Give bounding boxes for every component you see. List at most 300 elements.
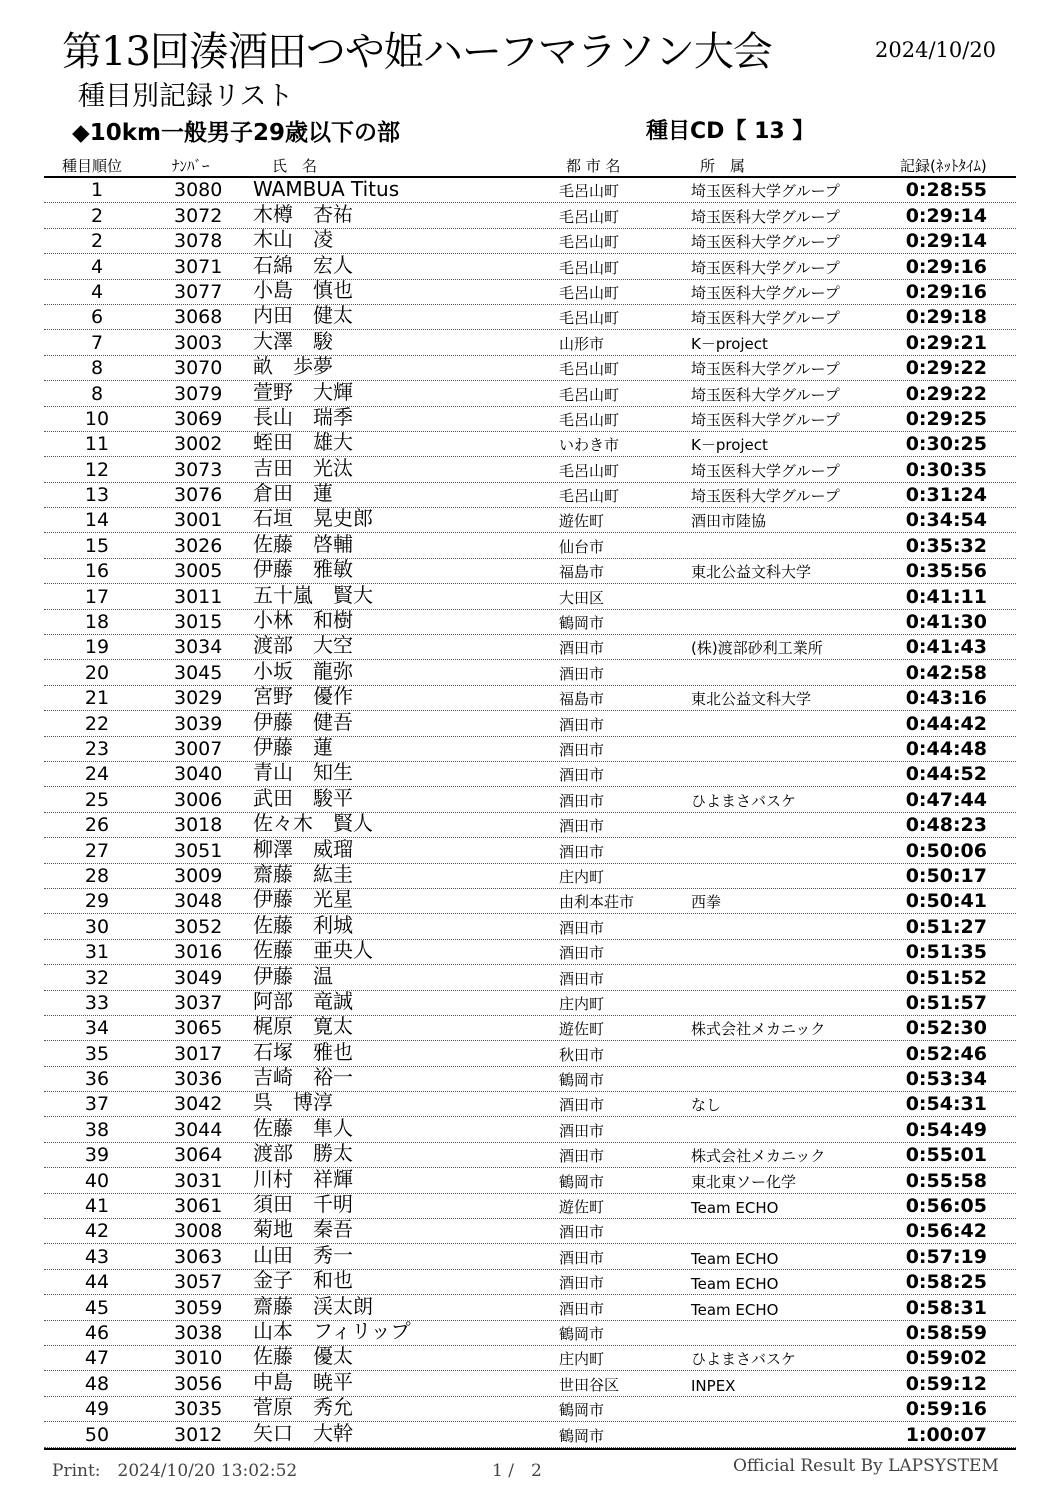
result-bib: 3059 [174,1296,223,1319]
table-row [44,940,1016,965]
result-bib: 3040 [174,763,223,786]
result-time: 0:35:32 [905,534,987,557]
result-affiliation: (株)渡部砂利工業所 [691,639,823,658]
result-time: 0:50:06 [905,839,987,862]
result-bib: 3079 [174,382,223,405]
result-time: 0:48:23 [905,814,987,837]
result-name: 山田 秀一 [253,1242,353,1267]
result-rank: 18 [84,611,110,634]
result-name: 佐藤 啓輔 [253,531,353,556]
result-rank: 32 [84,966,110,989]
table-row [44,1194,1016,1219]
result-name: 渡部 大空 [253,633,353,658]
result-city: 酒田市 [559,740,605,759]
table-row [44,660,1016,685]
result-rank: 41 [84,1195,110,1218]
result-name: 阿部 竜誠 [253,988,353,1013]
result-name: 宮野 優作 [253,684,353,709]
result-name: 石綿 宏人 [253,252,353,277]
result-bib: 3061 [174,1195,223,1218]
result-name: 梶原 寛太 [253,1014,353,1039]
table-row [44,1041,1016,1066]
result-affiliation: Team ECHO [691,1300,779,1319]
result-name: 畝 歩夢 [253,354,333,379]
result-bib: 3008 [174,1220,223,1243]
result-name: 倉田 蓮 [253,481,333,506]
result-name: 小林 和樹 [253,608,353,633]
result-rank: 21 [84,687,110,710]
result-name: 石塚 雅也 [253,1039,353,1064]
result-bib: 3077 [174,280,223,303]
result-time: 0:51:27 [905,915,987,938]
result-time: 0:51:35 [905,941,987,964]
result-time: 0:54:49 [905,1118,987,1141]
result-bib: 3071 [174,255,223,278]
table-row [44,1397,1016,1422]
table-row [44,1295,1016,1320]
table-row [44,1117,1016,1142]
result-city: 遊佐町 [559,1198,605,1217]
result-city: 酒田市 [559,1223,605,1242]
result-name: 菊地 秦吾 [253,1217,353,1242]
result-rank: 6 [90,306,104,329]
result-rank: 4 [90,280,104,303]
result-bib: 3011 [174,585,223,608]
result-bib: 3042 [174,1093,223,1116]
result-affiliation: ひよまさバスケ [691,1350,797,1369]
result-time: 0:44:42 [905,712,987,735]
result-bib: 3016 [174,941,223,964]
result-affiliation: 埼玉医科大学グループ [691,385,840,404]
result-rank: 28 [84,864,110,887]
result-affiliation: ひよまさバスケ [691,791,797,810]
result-rank: 14 [84,509,110,532]
result-city: いわき市 [559,436,620,455]
result-rank: 26 [84,814,110,837]
result-name: 佐藤 利城 [253,912,353,937]
result-time: 0:35:56 [905,560,987,583]
result-name: 長山 瑞季 [253,404,353,429]
result-bib: 3012 [174,1423,223,1446]
result-name: 川村 祥輝 [253,1166,353,1191]
table-row [44,381,1016,406]
result-bib: 3029 [174,687,223,710]
result-time: 0:52:46 [905,1042,987,1065]
table-row [44,483,1016,508]
result-city: 毛呂山町 [559,182,620,201]
result-rank: 50 [84,1423,110,1446]
result-time: 0:31:24 [905,484,987,507]
result-name: 柳澤 威瑠 [253,836,353,861]
credit-text: Official Result By LAPSYSTEM [733,1456,999,1476]
result-bib: 3007 [174,737,223,760]
print-timestamp: Print: 2024/10/20 13:02:52 [52,1461,298,1481]
result-name: 齋藤 紘圭 [253,861,353,886]
result-affiliation: 埼玉医科大学グループ [691,487,840,506]
result-affiliation: 埼玉医科大学グループ [691,461,840,480]
result-time: 0:30:35 [905,458,987,481]
result-bib: 3064 [174,1144,223,1167]
result-time: 0:54:31 [905,1093,987,1116]
result-city: 庄内町 [559,994,605,1013]
result-bib: 3005 [174,560,223,583]
result-city: 世田谷区 [559,1375,620,1394]
result-rank: 38 [84,1118,110,1141]
result-city: 酒田市 [559,715,605,734]
result-name: 萱野 大輝 [253,379,353,404]
result-name: 齋藤 渓太朗 [253,1293,373,1318]
table-row [44,1346,1016,1371]
result-bib: 3017 [174,1042,223,1065]
table-row [44,508,1016,533]
result-city: 鶴岡市 [559,1172,605,1191]
result-name: 須田 千明 [253,1192,353,1217]
result-rank: 37 [84,1093,110,1116]
result-name: 菅原 秀允 [253,1395,353,1420]
result-rank: 1 [90,179,104,202]
result-affiliation: 埼玉医科大学グループ [691,233,840,252]
result-affiliation: Team ECHO [691,1249,779,1268]
result-rank: 45 [84,1296,110,1319]
result-city: 酒田市 [559,817,605,836]
table-row [44,1168,1016,1193]
table-row [44,838,1016,863]
column-header-city: 都 市 名 [566,157,621,175]
table-row [44,584,1016,609]
result-affiliation: 東北公益文科大学 [691,563,812,582]
table-row [44,432,1016,457]
result-rank: 24 [84,763,110,786]
result-bib: 3057 [174,1271,223,1294]
result-city: 酒田市 [559,639,605,658]
result-bib: 3009 [174,864,223,887]
result-name: 吉田 光汰 [253,455,353,480]
result-bib: 3001 [174,509,223,532]
column-header-bib: ﾅﾝﾊﾞｰ [172,157,210,175]
result-rank: 36 [84,1068,110,1091]
result-affiliation: 東北東ソー化学 [691,1172,797,1191]
result-city: 庄内町 [559,1350,605,1369]
result-affiliation: 埼玉医科大学グループ [691,182,840,201]
result-rank: 7 [90,331,104,354]
result-time: 0:58:25 [905,1271,987,1294]
result-city: 鶴岡市 [559,1426,605,1445]
table-row [44,559,1016,584]
result-bib: 3038 [174,1321,223,1344]
result-time: 0:50:41 [905,890,987,913]
result-city: 酒田市 [559,766,605,785]
column-header-time: 記録(ﾈｯﾄﾀｲﾑ) [900,157,987,175]
table-row [44,813,1016,838]
result-name: 蛭田 雄大 [253,430,353,455]
result-bib: 3010 [174,1347,223,1370]
result-bib: 3069 [174,407,223,430]
table-row [44,686,1016,711]
table-row [44,277,1016,305]
result-bib: 3015 [174,611,223,634]
result-rank: 10 [84,407,110,430]
result-rank: 22 [84,712,110,735]
result-bib: 3045 [174,661,223,684]
table-row [44,1318,1016,1346]
table-row [44,1143,1016,1168]
result-affiliation: 酒田市陸協 [691,512,767,531]
result-bib: 3070 [174,357,223,380]
result-rank: 4 [90,255,104,278]
result-affiliation: 西拳 [691,893,722,912]
result-rank: 40 [84,1169,110,1192]
result-rank: 29 [84,890,110,913]
result-time: 0:58:59 [905,1321,987,1344]
result-affiliation: 株式会社メカニック [691,1147,826,1166]
result-affiliation: 東北公益文科大学 [691,690,812,709]
result-city: 福島市 [559,690,605,709]
result-bib: 3048 [174,890,223,913]
result-name: 佐藤 優太 [253,1344,353,1369]
result-city: 酒田市 [559,969,605,988]
table-row [44,178,1016,203]
result-name: 佐藤 隼人 [253,1115,353,1140]
table-row [44,1067,1016,1092]
result-rank: 19 [84,636,110,659]
result-city: 山形市 [559,334,605,353]
result-city: 毛呂山町 [559,487,620,506]
result-rank: 43 [84,1245,110,1268]
result-rank: 31 [84,941,110,964]
table-row [44,1016,1016,1041]
result-affiliation: なし [691,1096,722,1115]
result-city: 酒田市 [559,1121,605,1140]
result-bib: 3076 [174,484,223,507]
result-name: 青山 知生 [253,760,353,785]
result-city: 毛呂山町 [559,385,620,404]
result-name: 吉崎 裕一 [253,1065,353,1090]
result-time: 0:29:22 [905,357,987,380]
result-time: 0:57:19 [905,1245,987,1268]
result-bib: 3003 [174,331,223,354]
result-rank: 47 [84,1347,110,1370]
result-bib: 3080 [174,179,223,202]
result-bib: 3039 [174,712,223,735]
result-name: 佐藤 亜央人 [253,938,373,963]
result-time: 0:56:05 [905,1195,987,1218]
table-row [44,229,1016,254]
result-affiliation: 埼玉医科大学グループ [691,258,840,277]
result-affiliation: INPEX [691,1376,736,1395]
result-bib: 3006 [174,788,223,811]
result-city: 大田区 [559,588,605,607]
result-time: 0:51:57 [905,991,987,1014]
result-rank: 39 [84,1144,110,1167]
result-rank: 17 [84,585,110,608]
result-name: 小坂 龍弥 [253,658,353,683]
result-rank: 27 [84,839,110,862]
result-city: 福島市 [559,563,605,582]
table-row [44,1092,1016,1117]
result-city: 毛呂山町 [559,207,620,226]
result-bib: 3018 [174,814,223,837]
result-time: 1:00:07 [905,1423,987,1446]
result-city: 鶴岡市 [559,614,605,633]
result-name: 渡部 勝太 [253,1141,353,1166]
table-row [44,533,1016,558]
result-rank: 30 [84,915,110,938]
result-name: 伊藤 雅敏 [253,557,353,582]
result-city: 庄内町 [559,867,605,886]
result-name: 伊藤 光星 [253,887,353,912]
result-bib: 3073 [174,458,223,481]
result-bib: 3072 [174,204,223,227]
result-rank: 46 [84,1321,110,1344]
table-row [44,457,1016,482]
table-row [44,861,1016,889]
result-city: 毛呂山町 [559,258,620,277]
result-rank: 23 [84,737,110,760]
result-bib: 3051 [174,839,223,862]
table-row [44,914,1016,939]
result-city: 遊佐町 [559,512,605,531]
result-city: 毛呂山町 [559,360,620,379]
result-bib: 3049 [174,966,223,989]
result-affiliation: Team ECHO [691,1275,779,1294]
result-rank: 20 [84,661,110,684]
table-row [44,762,1016,787]
result-time: 0:53:34 [905,1068,987,1091]
result-affiliation: 埼玉医科大学グループ [691,410,840,429]
result-name: 五十嵐 賢大 [253,582,373,607]
result-city: 酒田市 [559,1147,605,1166]
result-city: 毛呂山町 [559,233,620,252]
table-row [44,965,1016,990]
result-rank: 11 [84,433,110,456]
result-time: 0:34:54 [905,509,987,532]
result-city: 毛呂山町 [559,410,620,429]
table-row [44,988,1016,1016]
result-rank: 49 [84,1398,110,1421]
result-rank: 44 [84,1271,110,1294]
result-time: 0:29:25 [905,407,987,430]
result-affiliation: 埼玉医科大学グループ [691,309,840,328]
result-time: 0:29:22 [905,382,987,405]
result-affiliation: Team ECHO [691,1199,779,1218]
result-time: 0:29:14 [905,230,987,253]
result-time: 0:50:17 [905,864,987,887]
result-time: 0:41:43 [905,636,987,659]
result-city: 鶴岡市 [559,1324,605,1343]
result-city: 仙台市 [559,537,605,556]
result-bib: 3063 [174,1245,223,1268]
table-row [44,635,1016,660]
table-row [44,203,1016,228]
result-name: 山本 フィリップ [253,1318,411,1343]
result-time: 0:51:52 [905,966,987,989]
table-row [44,1219,1016,1244]
result-affiliation: 株式会社メカニック [691,1020,826,1039]
result-city: 酒田市 [559,1299,605,1318]
table-row [44,1422,1016,1447]
result-bib: 3078 [174,230,223,253]
result-time: 0:58:31 [905,1296,987,1319]
result-rank: 34 [84,1017,110,1040]
document-subtitle: 種目別記録リスト [78,81,294,112]
result-time: 0:44:48 [905,737,987,760]
result-name: 武田 駿平 [253,785,353,810]
result-name: 中島 暁平 [253,1369,353,1394]
table-row [44,610,1016,635]
column-header-name: 氏 名 [272,157,318,175]
result-time: 0:59:16 [905,1398,987,1421]
result-bib: 3037 [174,991,223,1014]
result-affiliation: 埼玉医科大学グループ [691,283,840,302]
table-row [44,734,1016,762]
result-rank: 33 [84,991,110,1014]
result-bib: 3034 [174,636,223,659]
result-time: 0:59:12 [905,1372,987,1395]
result-time: 0:56:42 [905,1220,987,1243]
result-rank: 16 [84,560,110,583]
result-rank: 12 [84,458,110,481]
result-rank: 25 [84,788,110,811]
table-row [44,1270,1016,1295]
table-row [44,330,1016,355]
result-time: 0:55:01 [905,1144,987,1167]
result-bib: 3068 [174,306,223,329]
result-time: 0:30:25 [905,433,987,456]
result-time: 0:28:55 [905,179,987,202]
result-name: 大澤 駿 [253,328,333,353]
table-row [44,1371,1016,1396]
table-row [44,1244,1016,1269]
category-title: ◆10km一般男子29歳以下の部 [72,120,400,146]
result-time: 0:29:18 [905,306,987,329]
result-city: 毛呂山町 [559,283,620,302]
result-city: 由利本荘市 [559,893,635,912]
result-city: 酒田市 [559,664,605,683]
result-city: 毛呂山町 [559,461,620,480]
result-name: 伊藤 健吾 [253,709,353,734]
result-time: 0:41:11 [905,585,987,608]
result-city: 秋田市 [559,1045,605,1064]
result-name: 呉 博淳 [253,1090,333,1115]
result-bib: 3056 [174,1372,223,1395]
result-rank: 2 [90,230,104,253]
result-rank: 13 [84,484,110,507]
result-time: 0:41:30 [905,611,987,634]
result-name: 石垣 晃史郎 [253,506,373,531]
result-bib: 3044 [174,1118,223,1141]
result-bib: 3065 [174,1017,223,1040]
event-title: 第13回湊酒田つや姫ハーフマラソン大会 [62,29,772,75]
result-rank: 15 [84,534,110,557]
result-name: 木樽 杏祐 [253,201,353,226]
result-city: 酒田市 [559,791,605,810]
result-time: 0:29:16 [905,255,987,278]
result-city: 酒田市 [559,1096,605,1115]
results-table [44,178,1016,1448]
result-time: 0:43:16 [905,687,987,710]
table-row [44,356,1016,381]
column-header-affiliation: 所 属 [700,157,746,175]
table-row [44,404,1016,432]
table-row [44,305,1016,330]
result-rank: 42 [84,1220,110,1243]
category-code: 種目CD【 13 】 [646,119,815,144]
result-time: 0:44:52 [905,763,987,786]
table-row [44,787,1016,812]
result-name: 小島 慎也 [253,277,353,302]
result-name: 佐々木 賢人 [253,811,373,836]
result-bib: 3035 [174,1398,223,1421]
